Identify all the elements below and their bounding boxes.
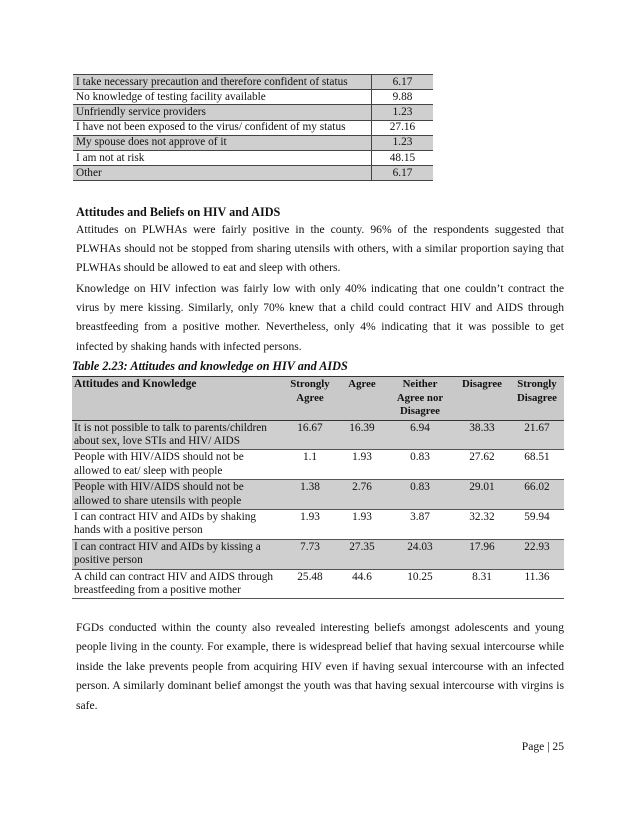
column-header: Agree [338, 377, 386, 421]
reason-label: I have not been exposed to the virus/ confident of my status [73, 120, 372, 135]
reason-value: 6.17 [372, 75, 434, 90]
percent-cell: 24.03 [386, 539, 454, 569]
page-number: Page | 25 [521, 740, 564, 753]
percent-cell: 17.96 [454, 539, 510, 569]
reasons-table-row [73, 135, 433, 150]
percent-cell: 3.87 [386, 509, 454, 539]
percent-cell: 38.33 [454, 420, 510, 450]
statement-cell: I can contract HIV and AIDs by shaking hands with a positive person [72, 509, 282, 539]
percent-cell: 2.76 [338, 480, 386, 510]
reasons-table-row [73, 75, 433, 90]
reason-value: 9.88 [372, 90, 434, 105]
reason-label: Other [73, 166, 372, 181]
percent-cell: 8.31 [454, 569, 510, 599]
column-header: Attitudes and Knowledge [72, 377, 282, 421]
paragraph-fgds: FGDs conducted within the county also revealed interesting beliefs amongst adolescents and young people living in the county. For example, there is widespread belief that having sexual intercourse while inside the lake prevents people from acquiring HIV even if having sexual intercourse with an infected person. A similarly dominant belief amongst the youth was that having sexual intercourse with virgins is safe. [76, 621, 564, 712]
reason-label: I am not at risk [73, 150, 372, 165]
reason-value: 1.23 [372, 135, 434, 150]
reasons-table-row [73, 90, 433, 105]
attitudes-table [72, 376, 564, 599]
percent-cell: 6.94 [386, 420, 454, 450]
reasons-table-row [73, 120, 433, 135]
paragraph-knowledge: Knowledge on HIV infection was fairly low with only 40% indicating that one couldn’t contract the virus by mere kissing. Similarly, only 70% knew that a child could contract HIV and AIDS through breastfeeding from a positive mother. Nevertheless, only 4% indicating that it was possible to get infected by shaking hands with infected persons. [76, 282, 564, 353]
percent-cell: 66.02 [510, 480, 564, 510]
reason-value: 48.15 [372, 150, 434, 165]
percent-cell: 59.94 [510, 509, 564, 539]
reasons-table-row [73, 166, 433, 181]
reason-value: 1.23 [372, 105, 434, 120]
attitudes-table-body [72, 420, 564, 599]
percent-cell: 1.38 [282, 480, 338, 510]
percent-cell: 16.67 [282, 420, 338, 450]
percent-cell: 22.93 [510, 539, 564, 569]
percent-cell: 10.25 [386, 569, 454, 599]
percent-cell: 44.6 [338, 569, 386, 599]
percent-cell: 21.67 [510, 420, 564, 450]
percent-cell: 11.36 [510, 569, 564, 599]
table-row [72, 569, 564, 599]
column-header: Strongly Agree [282, 377, 338, 421]
percent-cell: 27.62 [454, 450, 510, 480]
percent-cell: 0.83 [386, 480, 454, 510]
statement-cell: It is not possible to talk to parents/children about sex, love STIs and HIV/ AIDS [72, 420, 282, 450]
percent-cell: 1.93 [338, 450, 386, 480]
reason-label: Unfriendly service providers [73, 105, 372, 120]
percent-cell: 1.93 [338, 509, 386, 539]
table-row [72, 480, 564, 510]
percent-cell: 1.93 [282, 509, 338, 539]
percent-cell: 16.39 [338, 420, 386, 450]
attitudes-table-header [72, 377, 564, 421]
table-caption: Table 2.23: Attitudes and knowledge on HIV and AIDS [72, 359, 348, 373]
percent-cell: 25.48 [282, 569, 338, 599]
column-header: Neither Agree nor Disagree [386, 377, 454, 421]
percent-cell: 0.83 [386, 450, 454, 480]
statement-cell: People with HIV/AIDS should not be allowed to share utensils with people [72, 480, 282, 510]
reason-value: 6.17 [372, 166, 434, 181]
reason-value: 27.16 [372, 120, 434, 135]
table-row [72, 420, 564, 450]
reasons-table-body [73, 75, 433, 181]
column-header: Strongly Disagree [510, 377, 564, 421]
percent-cell: 27.35 [338, 539, 386, 569]
reason-label: No knowledge of testing facility available [73, 90, 372, 105]
table-row [72, 450, 564, 480]
reasons-table-row [73, 150, 433, 165]
reasons-table-row [73, 105, 433, 120]
reason-label: My spouse does not approve of it [73, 135, 372, 150]
percent-cell: 68.51 [510, 450, 564, 480]
percent-cell: 32.32 [454, 509, 510, 539]
column-header: Disagree [454, 377, 510, 421]
table-row [72, 509, 564, 539]
percent-cell: 1.1 [282, 450, 338, 480]
percent-cell: 29.01 [454, 480, 510, 510]
reason-label: I take necessary precaution and therefore confident of status [73, 75, 372, 90]
percent-cell: 7.73 [282, 539, 338, 569]
reasons-table [73, 74, 433, 181]
statement-cell: I can contract HIV and AIDs by kissing a positive person [72, 539, 282, 569]
statement-cell: A child can contract HIV and AIDS through breastfeeding from a positive mother [72, 569, 282, 599]
paragraph-attitudes: Attitudes on PLWHAs were fairly positive in the county. 96% of the respondents suggested that PLWHAs should not be stopped from sharing utensils with others, with a similar proportion saying that PLWHAs should be allowed to eat and sleep with others. [76, 223, 564, 275]
section-heading: Attitudes and Beliefs on HIV and AIDS [76, 205, 281, 219]
statement-cell: People with HIV/AIDS should not be allowed to eat/ sleep with people [72, 450, 282, 480]
table-row [72, 539, 564, 569]
